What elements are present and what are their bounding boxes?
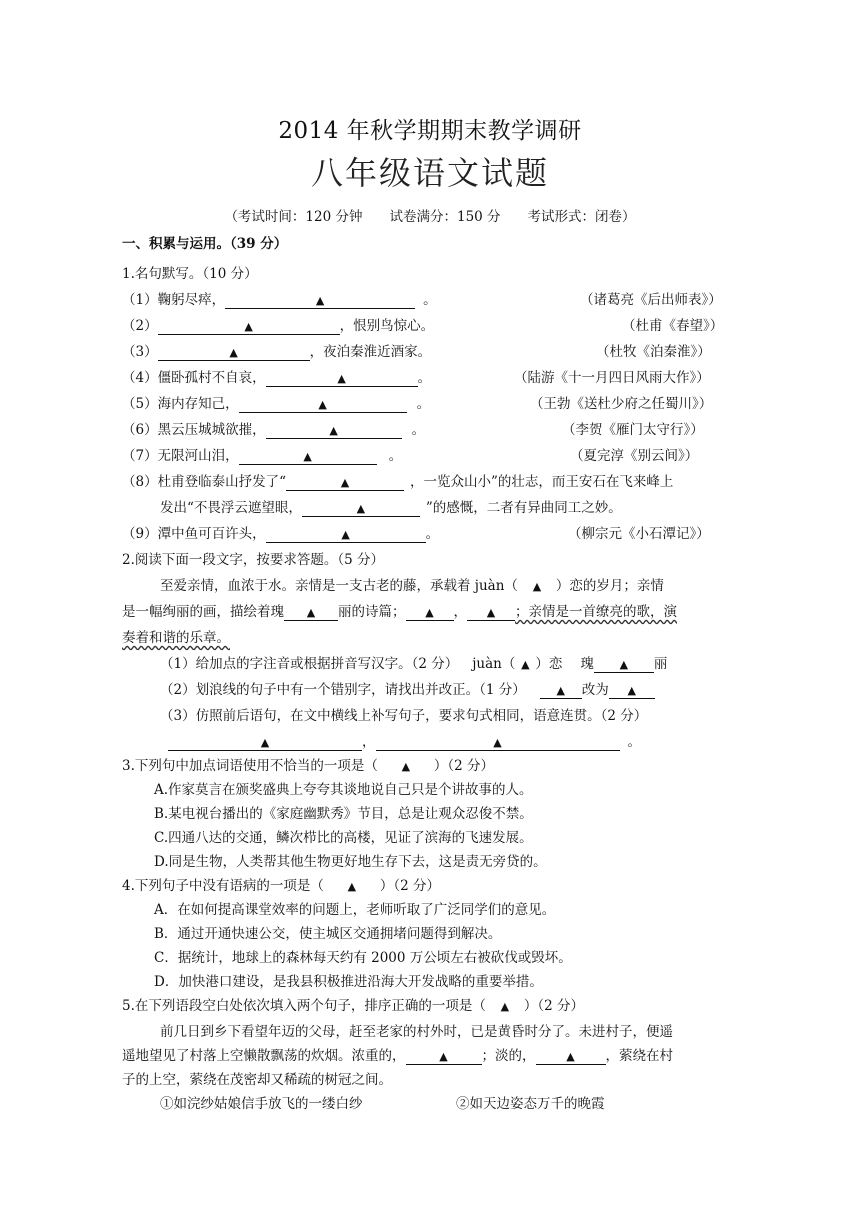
answer-slot[interactable] <box>515 656 535 673</box>
q5-choice: ①如浣纱姑娘信手放飞的一缕白纱 <box>160 1096 363 1112</box>
answer-blank[interactable] <box>286 475 404 491</box>
q1-item-text: （5）海内存知己， <box>122 396 239 412</box>
answer-blank[interactable] <box>266 527 426 543</box>
q1-item-source: （诸葛亮《后出师表》） <box>580 292 722 308</box>
q1-item <box>122 422 425 439</box>
answer-slot[interactable] <box>486 998 524 1015</box>
q1-item-text: （8）杜甫登临泰山抒发了“ <box>122 474 286 490</box>
q5-paragraph-line <box>122 1048 673 1065</box>
q1-item-text: ，恨别鸟惊心。 <box>339 318 435 334</box>
answer-blank[interactable] <box>609 683 655 699</box>
q5-paragraph-line: 前几日到乡下看望年迈的父母，赶至老家的村外时，已是黄昏时分了。未进村子，便遥 <box>160 1024 673 1040</box>
q1-item <box>122 318 434 335</box>
blank-triangle-icon: ▲ <box>619 658 629 671</box>
q2-text: 是一幅绚丽的画，描绘着瑰 <box>122 604 284 620</box>
blank-triangle-icon: ▲ <box>244 320 253 333</box>
answer-blank[interactable] <box>239 449 377 465</box>
q1-item-text: 发出“不畏浮云遮望眼， <box>160 500 302 516</box>
q1-item-text: （3） <box>122 344 158 360</box>
q1-item <box>122 448 402 465</box>
q2-text: 瑰 <box>580 656 594 672</box>
answer-blank[interactable] <box>536 1049 606 1065</box>
q2-text: juàn（ <box>472 656 516 672</box>
answer-blank[interactable] <box>158 319 340 335</box>
q1-item-source: （杜牧《泊秦淮》） <box>596 344 711 360</box>
blank-triangle-icon: ▲ <box>401 760 411 773</box>
q2-text: ）恋 <box>535 656 563 672</box>
q1-item-text: 。 <box>425 526 440 542</box>
q5-text: 5.在下列语段空白处依次填入两个句子，排序正确的一项是（ <box>122 998 486 1014</box>
q5-paragraph-line: 子的上空，萦绕在茂密却又稀疏的树冠之间。 <box>122 1072 392 1088</box>
blank-triangle-icon: ▲ <box>566 1050 575 1063</box>
q2-paragraph-line <box>160 578 664 595</box>
answer-blank[interactable] <box>467 605 515 621</box>
q2-text: （1）给加点的字注音或根据拼音写汉字。（2 分） <box>160 656 459 672</box>
q3-text: ）（2 分） <box>433 758 495 774</box>
exam-title: 2014 年秋学期期末教学调研 <box>278 118 582 144</box>
blank-triangle-icon: ▲ <box>627 684 636 697</box>
q1-item-text: 。 <box>388 448 403 464</box>
q4-option: D．加快港口建设，是我县积极推进沿海大开发战略的重要举措。 <box>154 974 543 990</box>
q5-text: ）（2 分） <box>523 998 585 1014</box>
q2-sub2 <box>160 682 655 699</box>
q2-text: 。 <box>627 734 641 750</box>
answer-blank[interactable] <box>376 735 620 751</box>
answer-slot[interactable] <box>518 578 556 595</box>
q1-stem: 1.名句默写。（10 分） <box>122 266 258 282</box>
blank-triangle-icon: ▲ <box>425 606 434 619</box>
q1-item <box>122 396 430 413</box>
q4-text: 4.下列句子中没有语病的一项是（ <box>122 878 324 894</box>
q3-option: C.四通八达的交通，鳞次栉比的高楼，见证了滨海的飞速发展。 <box>154 830 533 846</box>
q4-option: A．在如何提高课堂效率的问题上，老师听取了广泛同学们的意见。 <box>154 902 556 918</box>
q1-item-source: （王勃《送杜少府之任蜀川》） <box>530 396 713 412</box>
blank-triangle-icon: ▲ <box>229 346 238 359</box>
q2-text: 至爱亲情，血浓于水。亲情是一支古老的藤，承载着 juàn（ <box>160 578 518 594</box>
q1-item-text: ”的感慨，二者有异曲同工之妙。 <box>425 500 622 516</box>
section1-heading: 一、积累与运用。（39 分） <box>122 236 288 252</box>
q2-sub3-answer-line <box>168 734 641 751</box>
q4-option: B．通过开通快速公交，使主城区交通拥堵问题得到解决。 <box>154 926 502 942</box>
blank-triangle-icon: ▲ <box>260 736 270 749</box>
answer-blank[interactable] <box>540 683 582 699</box>
q1-item-text: 。 <box>416 396 431 412</box>
answer-blank[interactable] <box>266 371 418 387</box>
q1-item-text: （4）僵卧孤村不自哀， <box>122 370 266 386</box>
blank-triangle-icon: ▲ <box>347 880 357 893</box>
blank-triangle-icon: ▲ <box>329 424 338 437</box>
blank-triangle-icon: ▲ <box>337 372 346 385</box>
q3-text: 3.下列句中加点词语使用不恰当的一项是（ <box>122 758 378 774</box>
exam-subtitle: 八年级语文试题 <box>310 154 549 192</box>
q5-text: ；淡的， <box>481 1048 536 1064</box>
blank-triangle-icon: ▲ <box>356 502 366 515</box>
q1-item-text: （2） <box>122 318 158 334</box>
q1-item <box>122 370 431 387</box>
blank-triangle-icon: ▲ <box>532 580 542 593</box>
answer-blank[interactable] <box>406 605 454 621</box>
answer-slot[interactable] <box>324 878 380 895</box>
q1-item-text: （9）潭中鱼可百许头， <box>122 526 266 542</box>
q2-text: ， <box>453 604 467 620</box>
blank-triangle-icon: ▲ <box>439 1050 448 1063</box>
q1-item-text: （6）黑云压城城欲摧， <box>122 422 266 438</box>
blank-triangle-icon: ▲ <box>500 1000 510 1013</box>
q1-item-text: （7）无限河山泪， <box>122 448 239 464</box>
answer-blank[interactable] <box>406 1049 482 1065</box>
q5-text: ，萦绕在村 <box>605 1048 673 1064</box>
answer-blank[interactable] <box>266 423 402 439</box>
q3-stem <box>122 758 494 775</box>
q5-stem <box>122 998 584 1015</box>
blank-triangle-icon: ▲ <box>315 294 325 307</box>
q1-item-source: （陆游《十一月四日风雨大作》） <box>514 370 710 386</box>
q1-item-text: 。 <box>411 422 426 438</box>
q1-item-text: ，一览众山小”的壮志，而王安石在飞来峰上 <box>410 474 674 490</box>
answer-blank[interactable] <box>158 345 310 361</box>
q2-text: ）恋的岁月；亲情 <box>555 578 664 594</box>
answer-blank[interactable] <box>594 657 654 673</box>
q2-text: 改为 <box>581 682 609 698</box>
q1-item-source: （李贺《雁门太守行》） <box>562 422 704 438</box>
q4-option: C．据统计，地球上的森林每天约有 2000 万公顷左右被砍伐或毁坏。 <box>154 950 572 966</box>
q1-item <box>122 292 437 309</box>
blank-triangle-icon: ▲ <box>303 450 312 463</box>
q4-stem <box>122 878 440 895</box>
q2-text: 丽的诗篇； <box>338 604 406 620</box>
q1-item-text: ，夜泊秦淮近酒家。 <box>309 344 432 360</box>
answer-blank[interactable] <box>168 735 362 751</box>
q3-option: D.同是生物，人类帮其他生物更好地生存下去，这是责无旁贷的。 <box>154 854 547 870</box>
q1-item8-line1 <box>122 474 673 491</box>
q1-item-source: （夏完淳《别云间》） <box>570 448 699 464</box>
answer-blank[interactable] <box>284 605 338 621</box>
blank-triangle-icon: ▲ <box>306 606 316 619</box>
q1-item <box>122 344 431 361</box>
answer-slot[interactable] <box>378 758 434 775</box>
q3-option: B.某电视台播出的《家庭幽默秀》节目，总是让观众忍俊不禁。 <box>154 806 533 822</box>
q1-item-text: （1）鞠躬尽瘁， <box>122 292 226 308</box>
blank-triangle-icon: ▲ <box>556 684 565 697</box>
q2-sub1 <box>160 656 667 673</box>
q1-item-source: （柳宗元《小石潭记》） <box>568 526 710 542</box>
q5-text: 遥地望见了村落上空懒散飘荡的炊烟。浓重的， <box>122 1048 406 1064</box>
blank-triangle-icon: ▲ <box>486 606 496 619</box>
blank-triangle-icon: ▲ <box>318 398 327 411</box>
exam-info: （考试时间：120 分钟 试卷满分：150 分 考试形式：闭卷） <box>224 209 636 225</box>
answer-blank[interactable] <box>302 501 420 517</box>
q1-item-source: （杜甫《春望》） <box>622 318 724 334</box>
q2-stem: 2.阅读下面一段文字，按要求答题。（5 分） <box>122 552 385 568</box>
blank-triangle-icon: ▲ <box>521 658 530 671</box>
q2-text: ， <box>362 734 376 750</box>
q2-text: （2）划浪线的句子中有一个错别字，请找出并改正。（1 分） <box>160 682 526 698</box>
q2-sub3: （3）仿照前后语句，在文中横线上补写句子，要求句式相同，语意连贯。（2 分） <box>160 708 648 724</box>
blank-triangle-icon: ▲ <box>493 736 502 749</box>
q2-paragraph-line: 奏着和谐的乐章。 <box>122 630 230 646</box>
q2-text: ；亲情是一首缭亮的歌，演 <box>515 604 677 620</box>
q5-choice: ②如天边姿态万千的晚霞 <box>456 1096 605 1112</box>
blank-triangle-icon: ▲ <box>341 528 350 541</box>
q3-option: A.作家莫言在颁奖盛典上夸夸其谈地说自己只是个讲故事的人。 <box>154 782 533 798</box>
q2-text: 丽 <box>653 656 668 672</box>
q2-paragraph-line <box>122 604 677 621</box>
q1-item-text: 。 <box>423 292 437 308</box>
q1-item <box>122 526 439 543</box>
answer-blank[interactable] <box>239 397 407 413</box>
answer-blank[interactable] <box>225 293 415 309</box>
blank-triangle-icon: ▲ <box>340 476 350 489</box>
q1-item-text: 。 <box>417 370 432 386</box>
q1-item8-line2 <box>160 500 622 517</box>
q4-text: ）（2 分） <box>379 878 441 894</box>
